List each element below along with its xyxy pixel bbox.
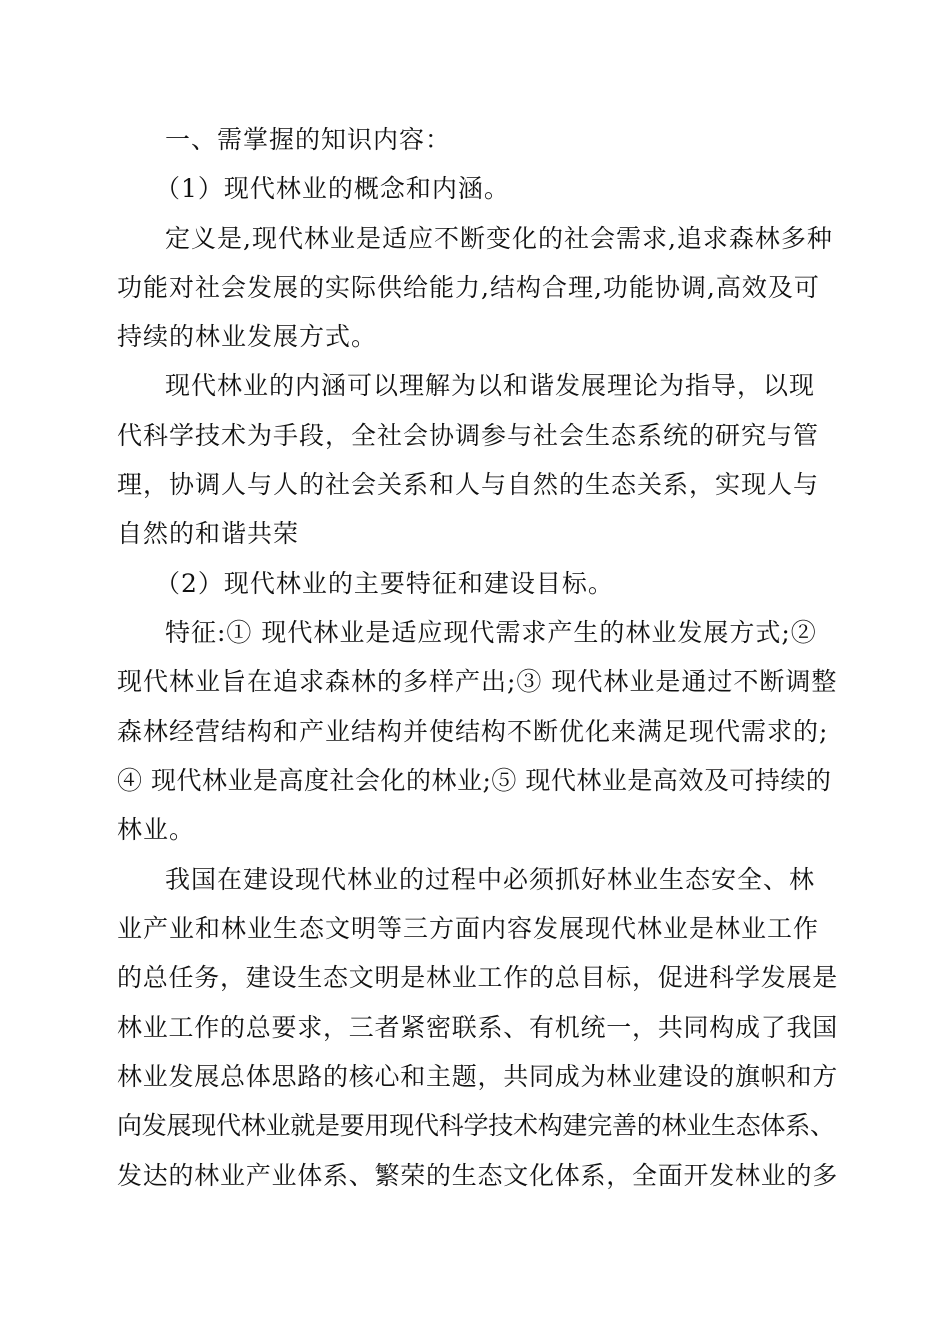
text-line: 功能对社会发展的实际供给能力,结构合理,功能协调,高效及可 — [117, 273, 820, 302]
text-line: 森林经营结构和产业结构并使结构不断优化来满足现代需求的; — [117, 717, 829, 746]
text-line: 的总任务，建设生态文明是林业工作的总目标，促进科学发展是 — [117, 963, 839, 992]
text-line: 自然的和谐共荣 — [117, 519, 300, 548]
text-line: 持续的林业发展方式。 — [117, 322, 378, 351]
text-line: 林业工作的总要求，三者紧密联系、有机统一，共同构成了我国 — [117, 1013, 839, 1042]
text-line: 林业。 — [117, 815, 196, 844]
text-line: 一、需掌握的知识内容： — [165, 125, 452, 154]
text-line: 定义是,现代林业是适应不断变化的社会需求,追求森林多种 — [165, 224, 833, 253]
text-line: 特征:① 现代林业是适应现代需求产生的林业发展方式;② — [165, 618, 817, 647]
text-line: 林业发展总体思路的核心和主题，共同成为林业建设的旗帜和方 — [117, 1062, 839, 1091]
text-line: （2）现代林业的主要特征和建设目标。 — [155, 569, 614, 598]
text-line: 现代林业旨在追求森林的多样产出;③ 现代林业是通过不断调整 — [117, 667, 838, 696]
text-line: ④ 现代林业是高度社会化的林业;⑤ 现代林业是高效及可持续的 — [117, 766, 832, 795]
text-line: 发达的林业产业体系、繁荣的生态文化体系，全面开发林业的多 — [117, 1161, 839, 1190]
text-line: 现代林业的内涵可以理解为以和谐发展理论为指导，以现 — [165, 371, 816, 400]
text-line: 理，协调人与人的社会关系和人与自然的生态关系，实现人与 — [117, 470, 820, 499]
text-line: 代科学技术为手段，全社会协调参与社会生态系统的研究与管 — [117, 421, 820, 450]
text-line: （1）现代林业的概念和内涵。 — [155, 174, 510, 203]
text-line: 我国在建设现代林业的过程中必须抓好林业生态安全、林 — [165, 865, 816, 894]
text-line: 业产业和林业生态文明等三方面内容发展现代林业是林业工作 — [117, 914, 820, 943]
text-line: 向发展现代林业就是要用现代科学技术构建完善的林业生态体系、 — [117, 1111, 835, 1140]
